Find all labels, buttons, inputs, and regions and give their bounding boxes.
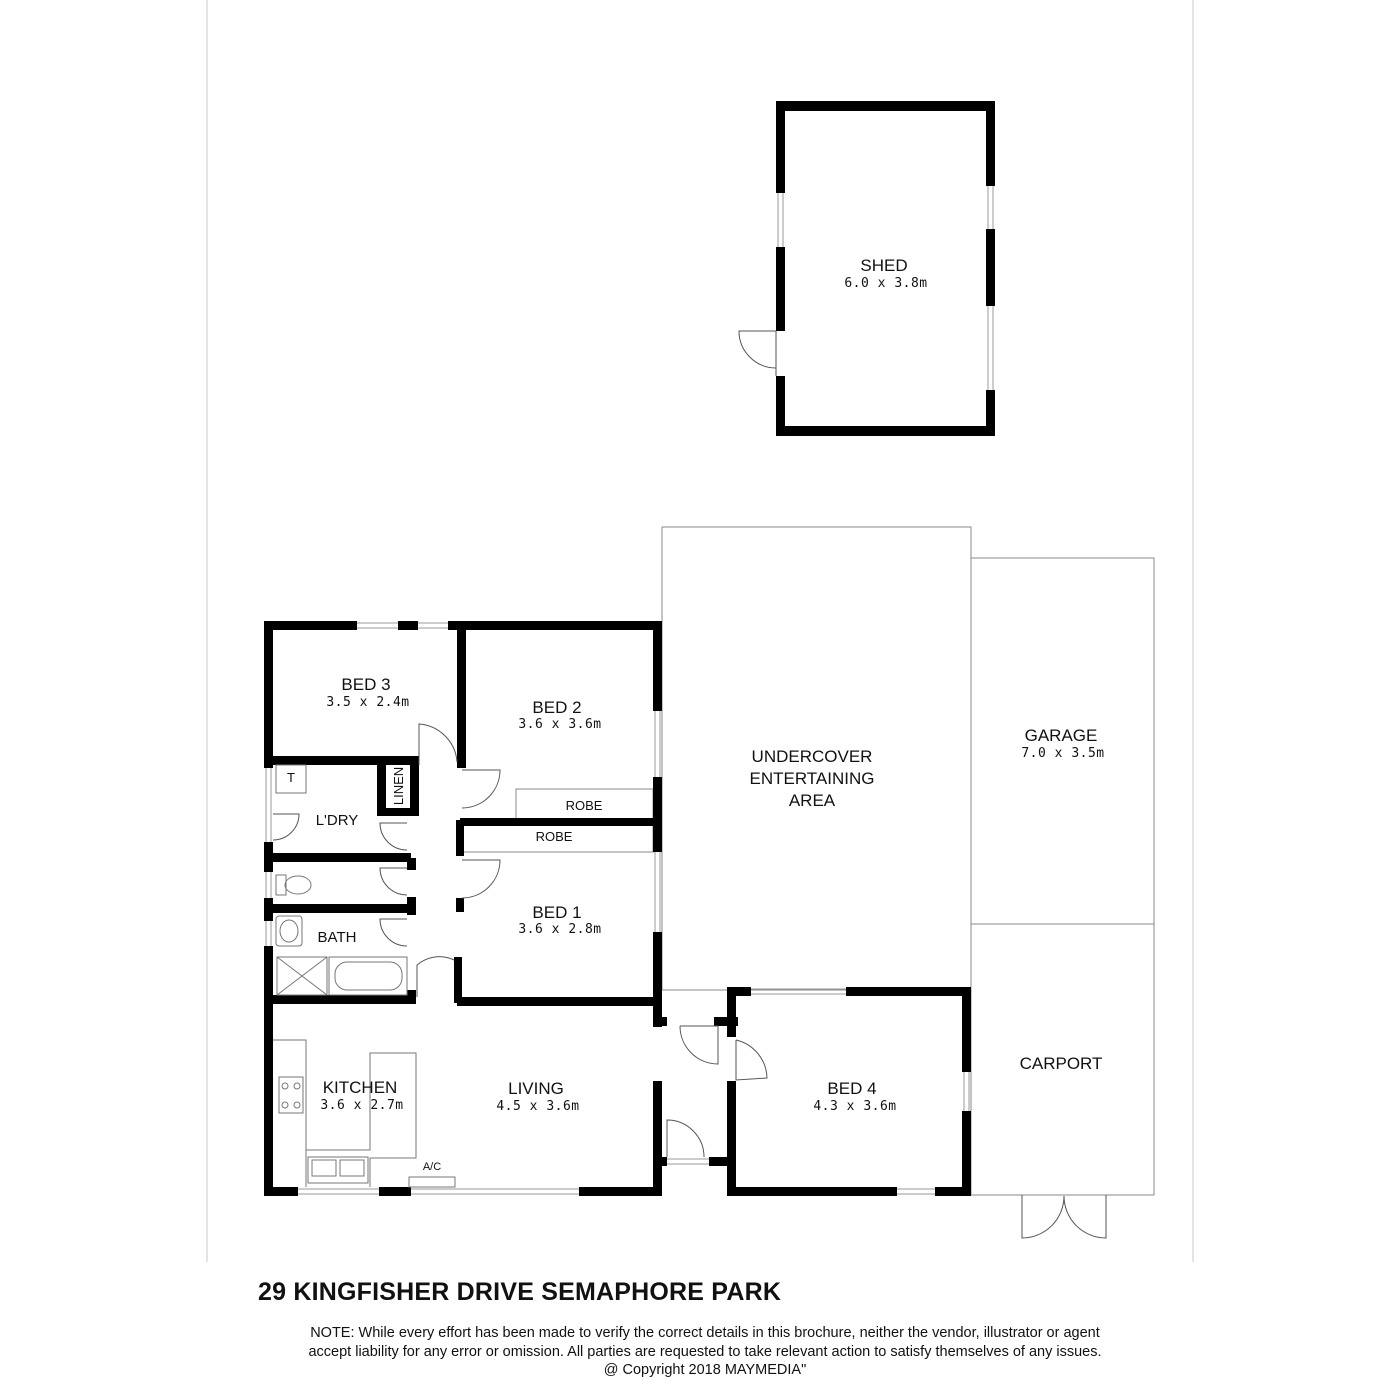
bed3-dim: 3.5 x 2.4m [326,695,410,710]
bed2-name: BED 2 [532,698,582,717]
bed3-name: BED 3 [341,675,391,694]
shed-name: SHED [860,256,908,275]
kitchen-dim: 3.6 x 2.7m [320,1098,404,1113]
bed1-dim: 3.6 x 2.8m [518,922,602,937]
bed1-name: BED 1 [532,903,582,922]
carport-name: CARPORT [1019,1054,1103,1073]
note-line-2: accept liability for any error or omission. All parties are requested to take relevant action to satisfy themselves of any issues. [308,1343,1102,1360]
linen-label: LINEN [391,766,406,806]
robe-bed1-label: ROBE [535,829,573,844]
shed-dim: 6.0 x 3.8m [844,276,928,291]
bed2-dim: 3.6 x 3.6m [518,717,602,732]
robe-bed2-label: ROBE [565,798,603,813]
disclaimer-note [232,1324,1178,1380]
garage-name: GARAGE [1024,726,1098,745]
fixtures [273,765,455,1187]
undercover-line2: ENTERTAINING [749,769,875,788]
ac-unit [409,1177,455,1187]
undercover-line3: AREA [788,791,836,810]
kitchen-counter [273,1040,416,1187]
living-dim: 4.5 x 3.6m [496,1099,580,1114]
note-line-1: NOTE: While every effort has been made to verify the correct details in this brochure, neither the vendor, illustrator or agent [310,1325,1100,1341]
undercover-line1: UNDERCOVER [751,747,873,766]
carport-doors [1022,1195,1106,1238]
bed4-name: BED 4 [827,1079,877,1098]
bed4-dim: 4.3 x 3.6m [813,1099,897,1114]
ac-label: A/C [422,1161,442,1173]
note-line-3: @ Copyright 2018 MAYMEDIA" [603,1362,807,1378]
bath-name: BATH [317,929,357,946]
property-address: 29 KINGFISHER DRIVE SEMAPHORE PARK [258,1278,782,1306]
shed-door [739,331,776,368]
shower-icon [277,957,327,995]
kitchen-name: KITCHEN [322,1078,398,1097]
toilet-icon [276,875,311,895]
garage-dim: 7.0 x 3.5m [1021,746,1105,761]
laundry-tap-label: T [287,770,295,785]
living-name: LIVING [508,1079,564,1098]
laundry-name: L'DRY [315,812,359,829]
bathtub-icon [329,957,407,995]
sink-icon [308,1157,368,1183]
basin-icon [276,916,302,946]
